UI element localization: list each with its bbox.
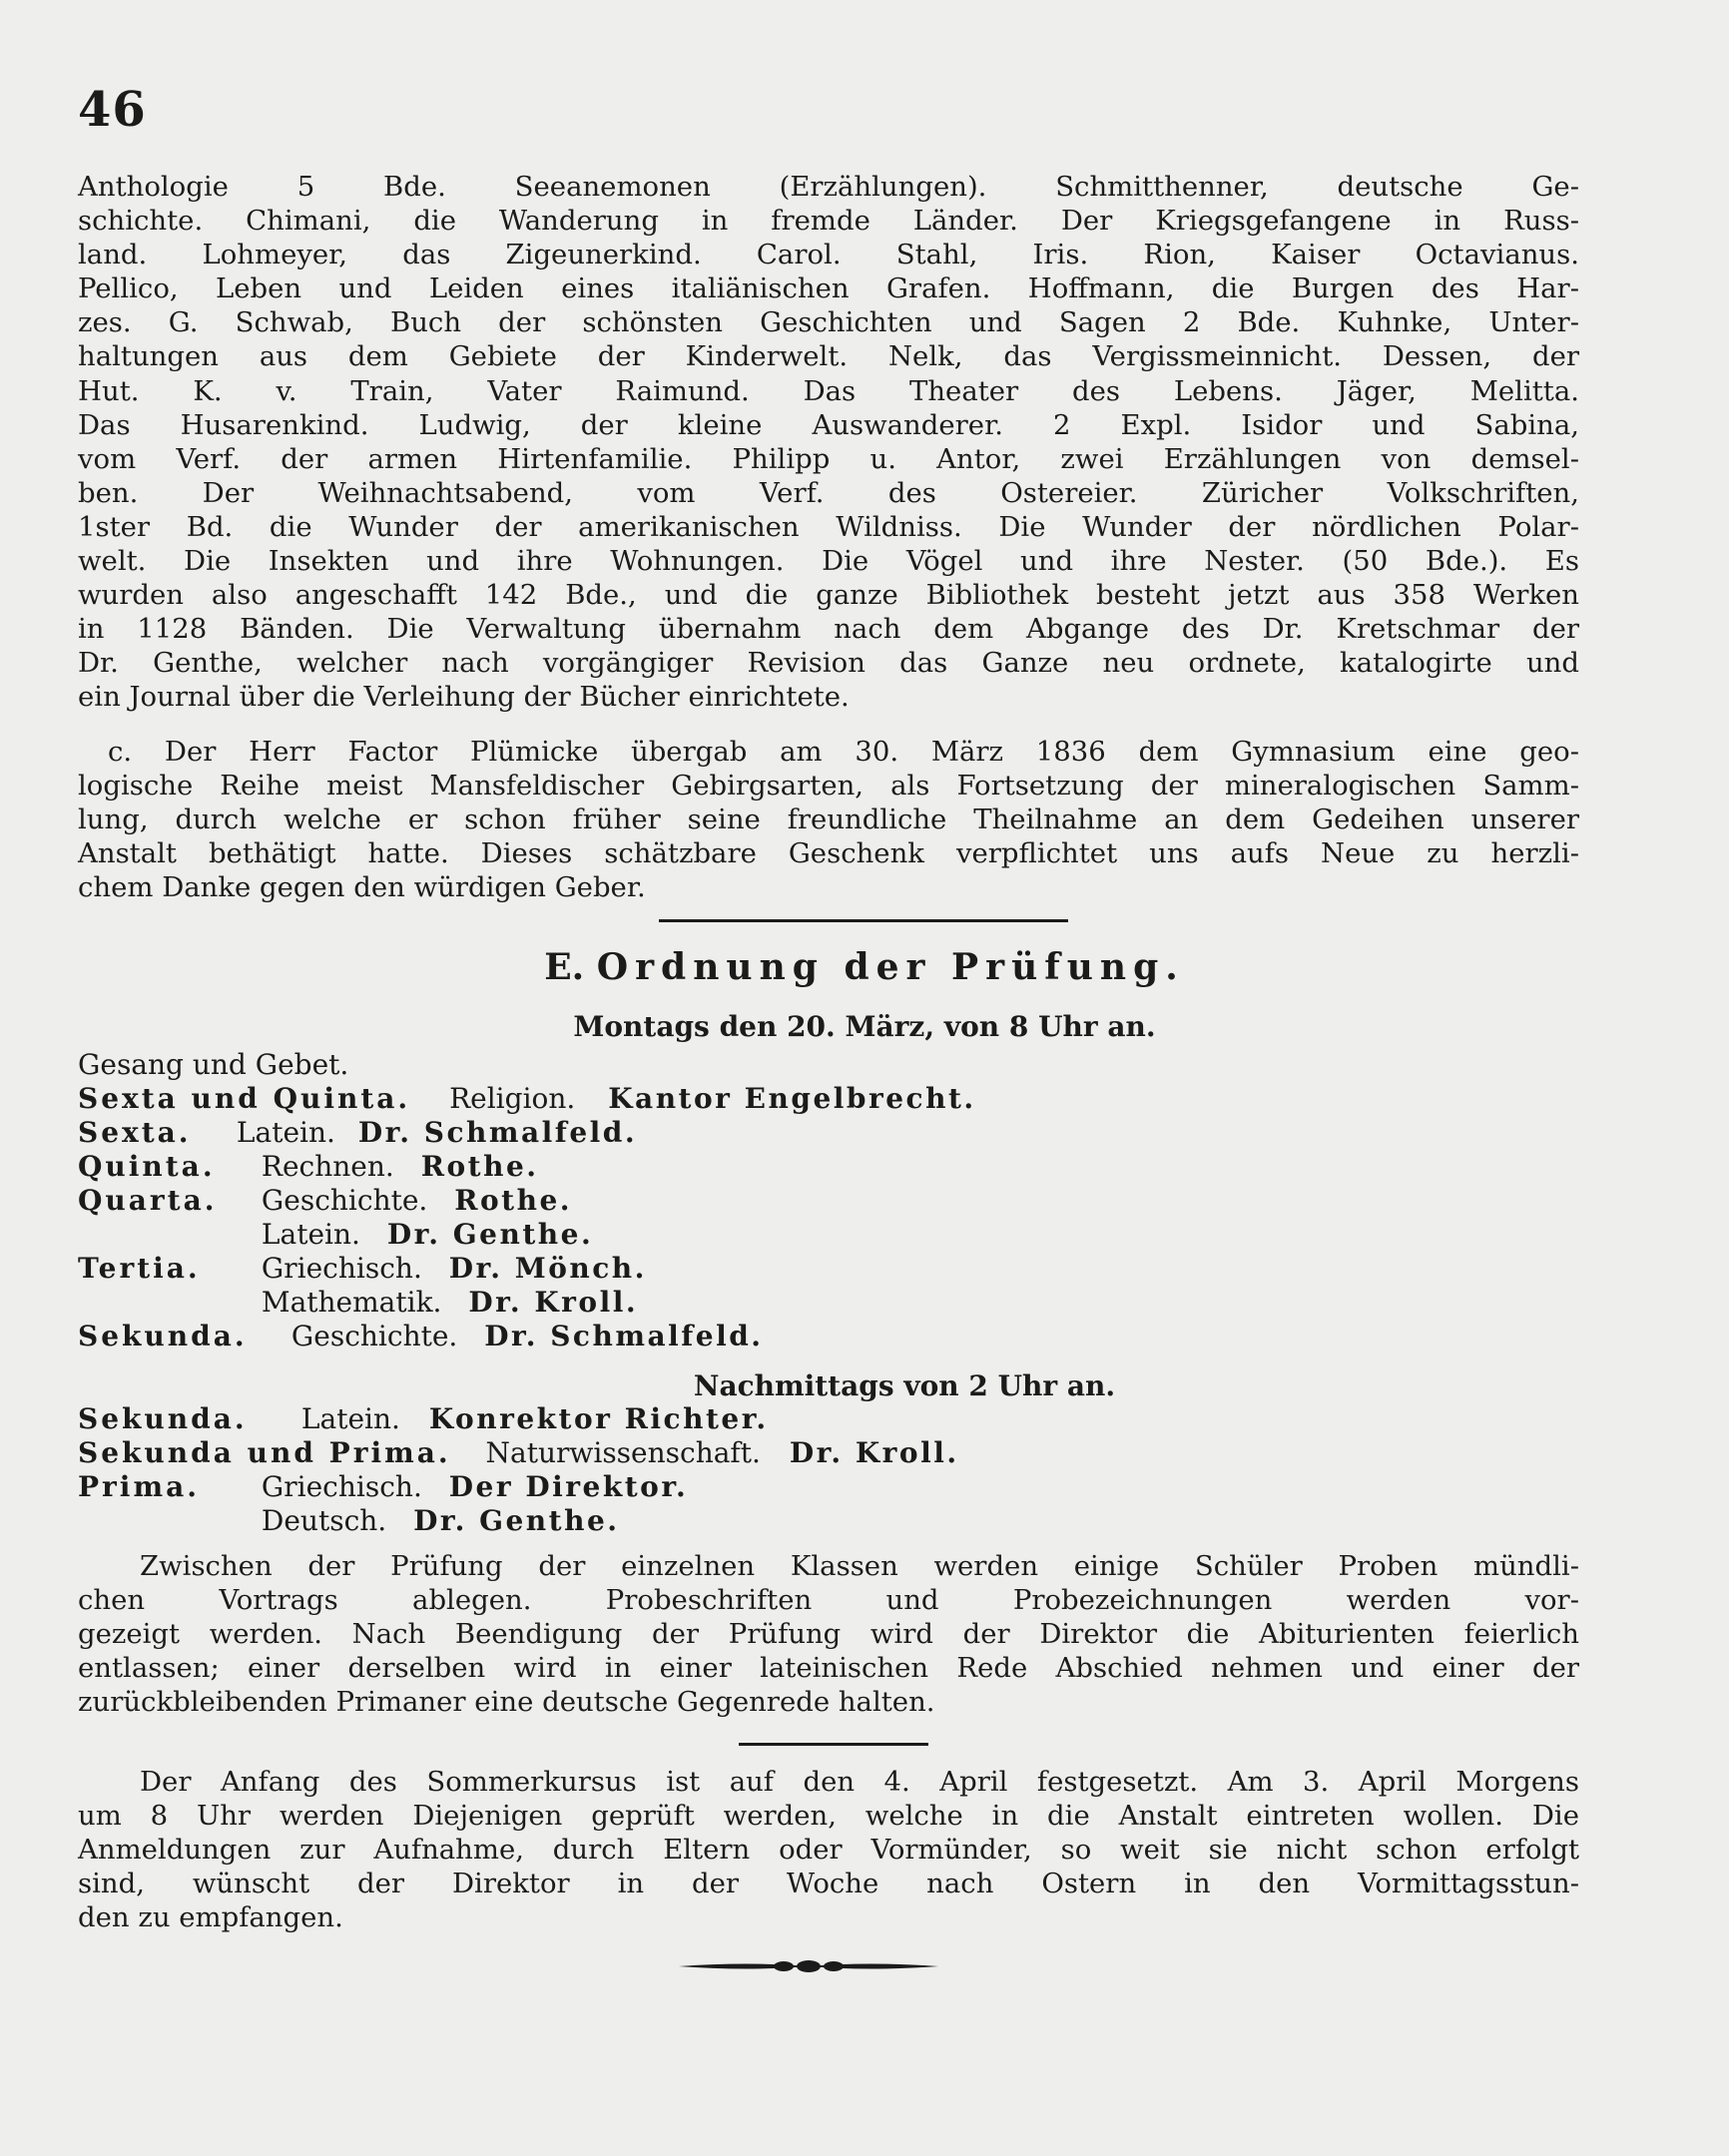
schedule-class: Gesang und Gebet. bbox=[78, 1048, 349, 1081]
text-line: in 1128 Bänden. Die Verwaltung übernahm nach dem Abgange des Dr. Kretschmar der bbox=[78, 613, 1579, 646]
text-line: Dr. Genthe, welcher nach vorgängiger Revision das Ganze neu ordnete, katalogirte und bbox=[78, 647, 1579, 680]
text-line: chem Danke gegen den würdigen Geber. bbox=[78, 871, 646, 904]
schedule-row bbox=[78, 1150, 976, 1184]
schedule-subject: Rechnen. bbox=[261, 1150, 394, 1183]
schedule-class: Sexta. bbox=[78, 1116, 192, 1149]
text-line: vom Verf. der armen Hirtenfamilie. Philipp u. Antor, zwei Erzählungen von demsel- bbox=[78, 442, 1579, 475]
schedule-person: Konrektor Richter. bbox=[428, 1402, 769, 1435]
text-line: c. Der Herr Factor Plümicke übergab am 30. März 1836 dem Gymnasium eine geo- bbox=[108, 736, 1579, 768]
donation-paragraph bbox=[78, 735, 1579, 904]
schedule-row bbox=[78, 1402, 959, 1436]
schedule-class: Prima. bbox=[78, 1470, 200, 1503]
section-title: Ordnung der Prüfung. bbox=[596, 946, 1185, 988]
schedule-row bbox=[78, 1252, 976, 1286]
schedule-subject: Griechisch. bbox=[261, 1252, 422, 1285]
schedule-row bbox=[78, 1436, 959, 1470]
text-line: um 8 Uhr werden Diejenigen geprüft werden, welche in die Anstalt eintreten wollen. Die bbox=[78, 1800, 1579, 1833]
schedule-row bbox=[78, 1082, 976, 1116]
text-line: Der Anfang des Sommerkursus ist auf den 4. April festgesetzt. Am 3. April Morgens bbox=[140, 1766, 1579, 1798]
schedule-subject: Latein. bbox=[261, 1218, 360, 1251]
text-line: ein Journal über die Verleihung der Bücher einrichtete. bbox=[78, 681, 850, 714]
text-line: Hut. K. v. Train, Vater Raimund. Das Theater des Lebens. Jäger, Melitta. bbox=[78, 374, 1579, 407]
text-line: Anstalt bethätigt hatte. Dieses schätzbare Geschenk verpflichtet uns aufs Neue zu herzli- bbox=[78, 837, 1579, 870]
schedule-person: Rothe. bbox=[454, 1184, 573, 1217]
schedule-class: Tertia. bbox=[78, 1252, 201, 1285]
afternoon-schedule bbox=[78, 1402, 959, 1538]
text-line: haltungen aus dem Gebiete der Kinderwelt. Nelk, das Vergissmeinnicht. Dessen, der bbox=[78, 340, 1579, 373]
afternoon-header: Nachmittags von 2 Uhr an. bbox=[693, 1369, 1116, 1402]
text-line: land. Lohmeyer, das Zigeunerkind. Carol. Stahl, Iris. Rion, Kaiser Octavianus. bbox=[78, 239, 1579, 271]
schedule-subject: Latein. bbox=[300, 1402, 400, 1435]
text-line: zurückbleibenden Primaner eine deutsche Gegenrede halten. bbox=[78, 1686, 935, 1719]
schedule-person: Dr. Kroll. bbox=[789, 1436, 959, 1469]
schedule-person: Kantor Engelbrecht. bbox=[608, 1082, 976, 1115]
morning-header: Montags den 20. März, von 8 Uhr an. bbox=[573, 1010, 1156, 1043]
schedule-subject: Latein. bbox=[236, 1116, 335, 1149]
section-divider bbox=[659, 919, 1068, 922]
schedule-row bbox=[78, 1184, 976, 1218]
text-line: zes. G. Schwab, Buch der schönsten Geschichten und Sagen 2 Bde. Kuhnke, Unter- bbox=[78, 306, 1579, 339]
schedule-person: Der Direktor. bbox=[448, 1470, 689, 1503]
text-line: 1ster Bd. die Wunder der amerikanischen Wildniss. Die Wunder der nördlichen Polar- bbox=[78, 510, 1579, 543]
text-line: Pellico, Leben und Leiden eines italiänischen Grafen. Hoffmann, die Burgen des Har- bbox=[78, 272, 1579, 305]
schedule-subject: Religion. bbox=[449, 1082, 576, 1115]
text-line: welt. Die Insekten und ihre Wohnungen. Die Vögel und ihre Nester. (50 Bde.). Es bbox=[78, 545, 1579, 578]
text-line: ben. Der Weihnachtsabend, vom Verf. des Ostereier. Züricher Volkschriften, bbox=[78, 476, 1579, 509]
schedule-row bbox=[78, 1218, 976, 1252]
schedule-row bbox=[78, 1504, 959, 1538]
schedule-person: Dr. Schmalfeld. bbox=[357, 1116, 638, 1149]
text-line: schichte. Chimani, die Wanderung in fremde Länder. Der Kriegsgefangene in Russ- bbox=[78, 205, 1579, 238]
section-letter: E. bbox=[544, 946, 585, 988]
schedule-subject: Griechisch. bbox=[261, 1470, 422, 1503]
summer-paragraph bbox=[78, 1765, 1579, 1934]
schedule-row bbox=[78, 1116, 976, 1150]
schedule-row bbox=[78, 1286, 976, 1320]
text-line: Das Husarenkind. Ludwig, der kleine Auswanderer. 2 Expl. Isidor und Sabina, bbox=[78, 408, 1579, 441]
library-paragraph bbox=[78, 170, 1579, 715]
schedule-class: Sekunda. bbox=[78, 1402, 248, 1435]
schedule-row bbox=[78, 1048, 976, 1082]
text-line: sind, wünscht der Direktor in der Woche nach Ostern in den Vormittagsstun- bbox=[78, 1868, 1579, 1900]
text-line: Zwischen der Prüfung der einzelnen Klassen werden einige Schüler Proben mündli- bbox=[140, 1550, 1579, 1582]
schedule-person: Dr. Mönch. bbox=[448, 1252, 647, 1285]
closing-paragraph bbox=[78, 1549, 1579, 1719]
text-line: logische Reihe meist Mansfeldischer Gebirgsarten, als Fortsetzung der mineralogischen Samm- bbox=[78, 770, 1579, 803]
schedule-person: Rothe. bbox=[420, 1150, 539, 1183]
schedule-subject: Naturwissenschaft. bbox=[485, 1436, 761, 1469]
schedule-person: Dr. Schmalfeld. bbox=[484, 1320, 764, 1352]
schedule-class: Sekunda und Prima. bbox=[78, 1436, 451, 1469]
section-heading bbox=[0, 946, 1729, 988]
schedule-person: Dr. Kroll. bbox=[468, 1286, 639, 1319]
schedule-subject: Deutsch. bbox=[261, 1504, 387, 1537]
schedule-class: Quarta. bbox=[78, 1184, 218, 1217]
schedule-subject: Mathematik. bbox=[261, 1286, 442, 1319]
schedule-subject: Geschichte. bbox=[290, 1320, 458, 1352]
ornament-divider bbox=[679, 1959, 938, 1973]
schedule-person: Dr. Genthe. bbox=[386, 1218, 594, 1251]
text-line: entlassen; einer derselben wird in einer lateinischen Rede Abschied nehmen und einer der bbox=[78, 1652, 1579, 1685]
schedule-class: Sexta und Quinta. bbox=[78, 1082, 411, 1115]
text-line: Anthologie 5 Bde. Seeanemonen (Erzählungen). Schmitthenner, deutsche Ge- bbox=[78, 171, 1579, 203]
schedule-subject: Geschichte. bbox=[261, 1184, 428, 1217]
text-line: chen Vortrags ablegen. Probeschriften und Probezeichnungen werden vor- bbox=[78, 1584, 1579, 1617]
page-number: 46 bbox=[78, 82, 147, 138]
text-line: gezeigt werden. Nach Beendigung der Prüfung wird der Direktor die Abiturienten feierlich bbox=[78, 1618, 1579, 1651]
morning-schedule bbox=[78, 1048, 976, 1353]
text-line: wurden also angeschafft 142 Bde., und die ganze Bibliothek besteht jetzt aus 358 Werken bbox=[78, 579, 1579, 612]
text-line: Anmeldungen zur Aufnahme, durch Eltern oder Vormünder, so weit sie nicht schon erfolgt bbox=[78, 1834, 1579, 1867]
section-divider bbox=[739, 1743, 928, 1746]
schedule-class: Quinta. bbox=[78, 1150, 216, 1183]
schedule-row bbox=[78, 1320, 976, 1353]
schedule-person: Dr. Genthe. bbox=[413, 1504, 620, 1537]
text-line: den zu empfangen. bbox=[78, 1901, 343, 1934]
text-line: lung, durch welche er schon früher seine freundliche Theilnahme an dem Gedeihen unserer bbox=[78, 804, 1579, 836]
schedule-class: Sekunda. bbox=[78, 1320, 248, 1352]
schedule-row bbox=[78, 1470, 959, 1504]
